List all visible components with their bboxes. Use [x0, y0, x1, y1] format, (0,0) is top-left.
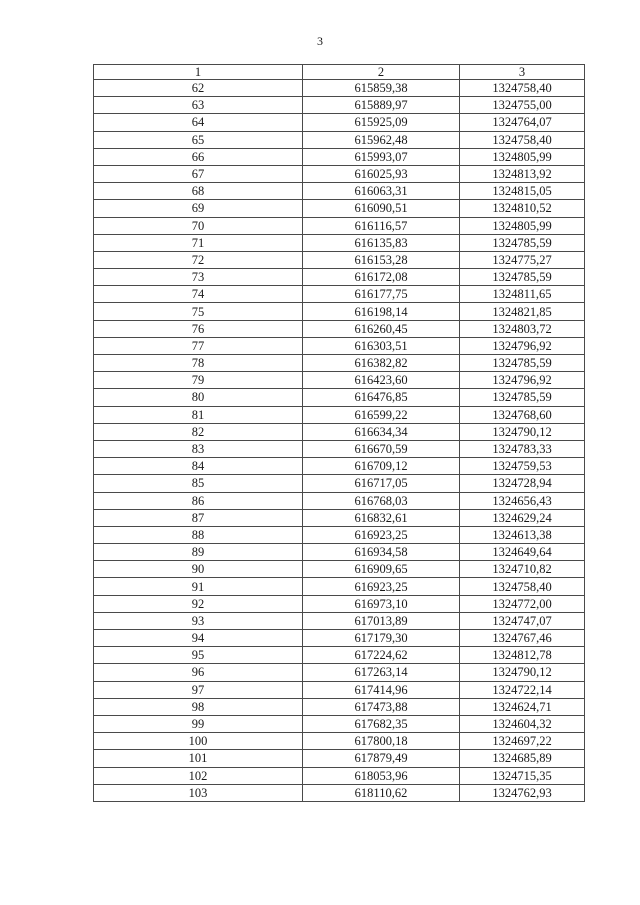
- point-number-cell: 103: [94, 784, 303, 801]
- x-coordinate-cell: 616177,75: [303, 286, 460, 303]
- y-coordinate-cell: 1324629,24: [460, 509, 585, 526]
- table-row: [94, 217, 585, 234]
- point-number-cell: 83: [94, 440, 303, 457]
- header-col-1: 1: [94, 65, 303, 80]
- table-row: [94, 114, 585, 131]
- y-coordinate-cell: 1324656,43: [460, 492, 585, 509]
- x-coordinate-cell: 616025,93: [303, 165, 460, 182]
- y-coordinate-cell: 1324785,59: [460, 389, 585, 406]
- point-number-cell: 96: [94, 664, 303, 681]
- point-number-cell: 102: [94, 767, 303, 784]
- x-coordinate-cell: 617682,35: [303, 715, 460, 732]
- y-coordinate-cell: 1324815,05: [460, 183, 585, 200]
- table-row: [94, 561, 585, 578]
- point-number-cell: 100: [94, 733, 303, 750]
- header-row: [94, 65, 585, 80]
- table-row: [94, 423, 585, 440]
- y-coordinate-cell: 1324758,40: [460, 578, 585, 595]
- y-coordinate-cell: 1324624,71: [460, 698, 585, 715]
- table-row: [94, 251, 585, 268]
- point-number-cell: 66: [94, 148, 303, 165]
- table-row: [94, 612, 585, 629]
- x-coordinate-cell: 616172,08: [303, 269, 460, 286]
- point-number-cell: 80: [94, 389, 303, 406]
- point-number-cell: 97: [94, 681, 303, 698]
- y-coordinate-cell: 1324790,12: [460, 423, 585, 440]
- x-coordinate-cell: 617800,18: [303, 733, 460, 750]
- y-coordinate-cell: 1324796,92: [460, 372, 585, 389]
- table-row: [94, 647, 585, 664]
- x-coordinate-cell: 616303,51: [303, 337, 460, 354]
- table-row: [94, 595, 585, 612]
- x-coordinate-cell: 617414,96: [303, 681, 460, 698]
- point-number-cell: 76: [94, 320, 303, 337]
- x-coordinate-cell: 617879,49: [303, 750, 460, 767]
- x-coordinate-cell: 616090,51: [303, 200, 460, 217]
- x-coordinate-cell: 616670,59: [303, 440, 460, 457]
- x-coordinate-cell: 616135,83: [303, 234, 460, 251]
- table-row: [94, 355, 585, 372]
- table-row: [94, 303, 585, 320]
- point-number-cell: 82: [94, 423, 303, 440]
- point-number-cell: 70: [94, 217, 303, 234]
- y-coordinate-cell: 1324715,35: [460, 767, 585, 784]
- point-number-cell: 93: [94, 612, 303, 629]
- table-row: [94, 406, 585, 423]
- page-number: 3: [317, 34, 323, 48]
- y-coordinate-cell: 1324649,64: [460, 544, 585, 561]
- x-coordinate-cell: 615925,09: [303, 114, 460, 131]
- point-number-cell: 78: [94, 355, 303, 372]
- y-coordinate-cell: 1324697,22: [460, 733, 585, 750]
- point-number-cell: 79: [94, 372, 303, 389]
- point-number-cell: 91: [94, 578, 303, 595]
- x-coordinate-cell: 617013,89: [303, 612, 460, 629]
- point-number-cell: 98: [94, 698, 303, 715]
- point-number-cell: 64: [94, 114, 303, 131]
- y-coordinate-cell: 1324805,99: [460, 217, 585, 234]
- x-coordinate-cell: 616832,61: [303, 509, 460, 526]
- table-row: [94, 97, 585, 114]
- point-number-cell: 94: [94, 630, 303, 647]
- point-number-cell: 87: [94, 509, 303, 526]
- point-number-cell: 69: [94, 200, 303, 217]
- point-number-cell: 72: [94, 251, 303, 268]
- point-number-cell: 75: [94, 303, 303, 320]
- header-col-2: 2: [303, 65, 460, 80]
- table-row: [94, 544, 585, 561]
- x-coordinate-cell: 616634,34: [303, 423, 460, 440]
- y-coordinate-cell: 1324758,40: [460, 80, 585, 97]
- y-coordinate-cell: 1324775,27: [460, 251, 585, 268]
- x-coordinate-cell: 617224,62: [303, 647, 460, 664]
- table-header: [94, 65, 585, 80]
- point-number-cell: 65: [94, 131, 303, 148]
- point-number-cell: 74: [94, 286, 303, 303]
- x-coordinate-cell: 617179,30: [303, 630, 460, 647]
- table-row: [94, 337, 585, 354]
- x-coordinate-cell: 618053,96: [303, 767, 460, 784]
- point-number-cell: 81: [94, 406, 303, 423]
- y-coordinate-cell: 1324759,53: [460, 458, 585, 475]
- y-coordinate-cell: 1324772,00: [460, 595, 585, 612]
- x-coordinate-cell: 615859,38: [303, 80, 460, 97]
- coordinates-table: [93, 64, 585, 802]
- table-row: [94, 165, 585, 182]
- y-coordinate-cell: 1324803,72: [460, 320, 585, 337]
- x-coordinate-cell: 617263,14: [303, 664, 460, 681]
- point-number-cell: 88: [94, 526, 303, 543]
- x-coordinate-cell: 617473,88: [303, 698, 460, 715]
- x-coordinate-cell: 616599,22: [303, 406, 460, 423]
- y-coordinate-cell: 1324758,40: [460, 131, 585, 148]
- x-coordinate-cell: 616198,14: [303, 303, 460, 320]
- x-coordinate-cell: 616973,10: [303, 595, 460, 612]
- x-coordinate-cell: 615889,97: [303, 97, 460, 114]
- table-row: [94, 492, 585, 509]
- x-coordinate-cell: 616709,12: [303, 458, 460, 475]
- y-coordinate-cell: 1324747,07: [460, 612, 585, 629]
- point-number-cell: 67: [94, 165, 303, 182]
- y-coordinate-cell: 1324762,93: [460, 784, 585, 801]
- table-row: [94, 440, 585, 457]
- point-number-cell: 99: [94, 715, 303, 732]
- x-coordinate-cell: 616923,25: [303, 578, 460, 595]
- table-body: [94, 80, 585, 802]
- y-coordinate-cell: 1324710,82: [460, 561, 585, 578]
- table-row: [94, 664, 585, 681]
- y-coordinate-cell: 1324805,99: [460, 148, 585, 165]
- header-col-3: 3: [460, 65, 585, 80]
- y-coordinate-cell: 1324812,78: [460, 647, 585, 664]
- table-row: [94, 630, 585, 647]
- point-number-cell: 85: [94, 475, 303, 492]
- x-coordinate-cell: 616116,57: [303, 217, 460, 234]
- table-row: [94, 681, 585, 698]
- y-coordinate-cell: 1324821,85: [460, 303, 585, 320]
- table-row: [94, 475, 585, 492]
- y-coordinate-cell: 1324767,46: [460, 630, 585, 647]
- table-row: [94, 183, 585, 200]
- point-number-cell: 63: [94, 97, 303, 114]
- x-coordinate-cell: 616768,03: [303, 492, 460, 509]
- x-coordinate-cell: 616476,85: [303, 389, 460, 406]
- table-row: [94, 750, 585, 767]
- x-coordinate-cell: 618110,62: [303, 784, 460, 801]
- point-number-cell: 89: [94, 544, 303, 561]
- x-coordinate-cell: 615962,48: [303, 131, 460, 148]
- y-coordinate-cell: 1324796,92: [460, 337, 585, 354]
- table-row: [94, 458, 585, 475]
- y-coordinate-cell: 1324813,92: [460, 165, 585, 182]
- table-row: [94, 80, 585, 97]
- y-coordinate-cell: 1324755,00: [460, 97, 585, 114]
- x-coordinate-cell: 616909,65: [303, 561, 460, 578]
- y-coordinate-cell: 1324722,14: [460, 681, 585, 698]
- y-coordinate-cell: 1324728,94: [460, 475, 585, 492]
- point-number-cell: 68: [94, 183, 303, 200]
- table-row: [94, 698, 585, 715]
- y-coordinate-cell: 1324685,89: [460, 750, 585, 767]
- point-number-cell: 90: [94, 561, 303, 578]
- x-coordinate-cell: 615993,07: [303, 148, 460, 165]
- point-number-cell: 92: [94, 595, 303, 612]
- y-coordinate-cell: 1324785,59: [460, 355, 585, 372]
- x-coordinate-cell: 616153,28: [303, 251, 460, 268]
- y-coordinate-cell: 1324785,59: [460, 234, 585, 251]
- point-number-cell: 86: [94, 492, 303, 509]
- y-coordinate-cell: 1324764,07: [460, 114, 585, 131]
- point-number-cell: 84: [94, 458, 303, 475]
- table-row: [94, 320, 585, 337]
- x-coordinate-cell: 616934,58: [303, 544, 460, 561]
- y-coordinate-cell: 1324604,32: [460, 715, 585, 732]
- x-coordinate-cell: 616423,60: [303, 372, 460, 389]
- x-coordinate-cell: 616260,45: [303, 320, 460, 337]
- table-row: [94, 148, 585, 165]
- x-coordinate-cell: 616382,82: [303, 355, 460, 372]
- x-coordinate-cell: 616717,05: [303, 475, 460, 492]
- y-coordinate-cell: 1324785,59: [460, 269, 585, 286]
- table-row: [94, 733, 585, 750]
- y-coordinate-cell: 1324613,38: [460, 526, 585, 543]
- x-coordinate-cell: 616063,31: [303, 183, 460, 200]
- table-row: [94, 234, 585, 251]
- table-row: [94, 715, 585, 732]
- table-row: [94, 131, 585, 148]
- y-coordinate-cell: 1324811,65: [460, 286, 585, 303]
- table-row: [94, 200, 585, 217]
- point-number-cell: 62: [94, 80, 303, 97]
- table-row: [94, 767, 585, 784]
- x-coordinate-cell: 616923,25: [303, 526, 460, 543]
- y-coordinate-cell: 1324810,52: [460, 200, 585, 217]
- table-row: [94, 389, 585, 406]
- point-number-cell: 77: [94, 337, 303, 354]
- y-coordinate-cell: 1324790,12: [460, 664, 585, 681]
- point-number-cell: 101: [94, 750, 303, 767]
- point-number-cell: 73: [94, 269, 303, 286]
- point-number-cell: 95: [94, 647, 303, 664]
- table-row: [94, 578, 585, 595]
- table-row: [94, 784, 585, 801]
- point-number-cell: 71: [94, 234, 303, 251]
- table-row: [94, 526, 585, 543]
- table-row: [94, 372, 585, 389]
- y-coordinate-cell: 1324783,33: [460, 440, 585, 457]
- table-row: [94, 286, 585, 303]
- table-row: [94, 509, 585, 526]
- y-coordinate-cell: 1324768,60: [460, 406, 585, 423]
- table-row: [94, 269, 585, 286]
